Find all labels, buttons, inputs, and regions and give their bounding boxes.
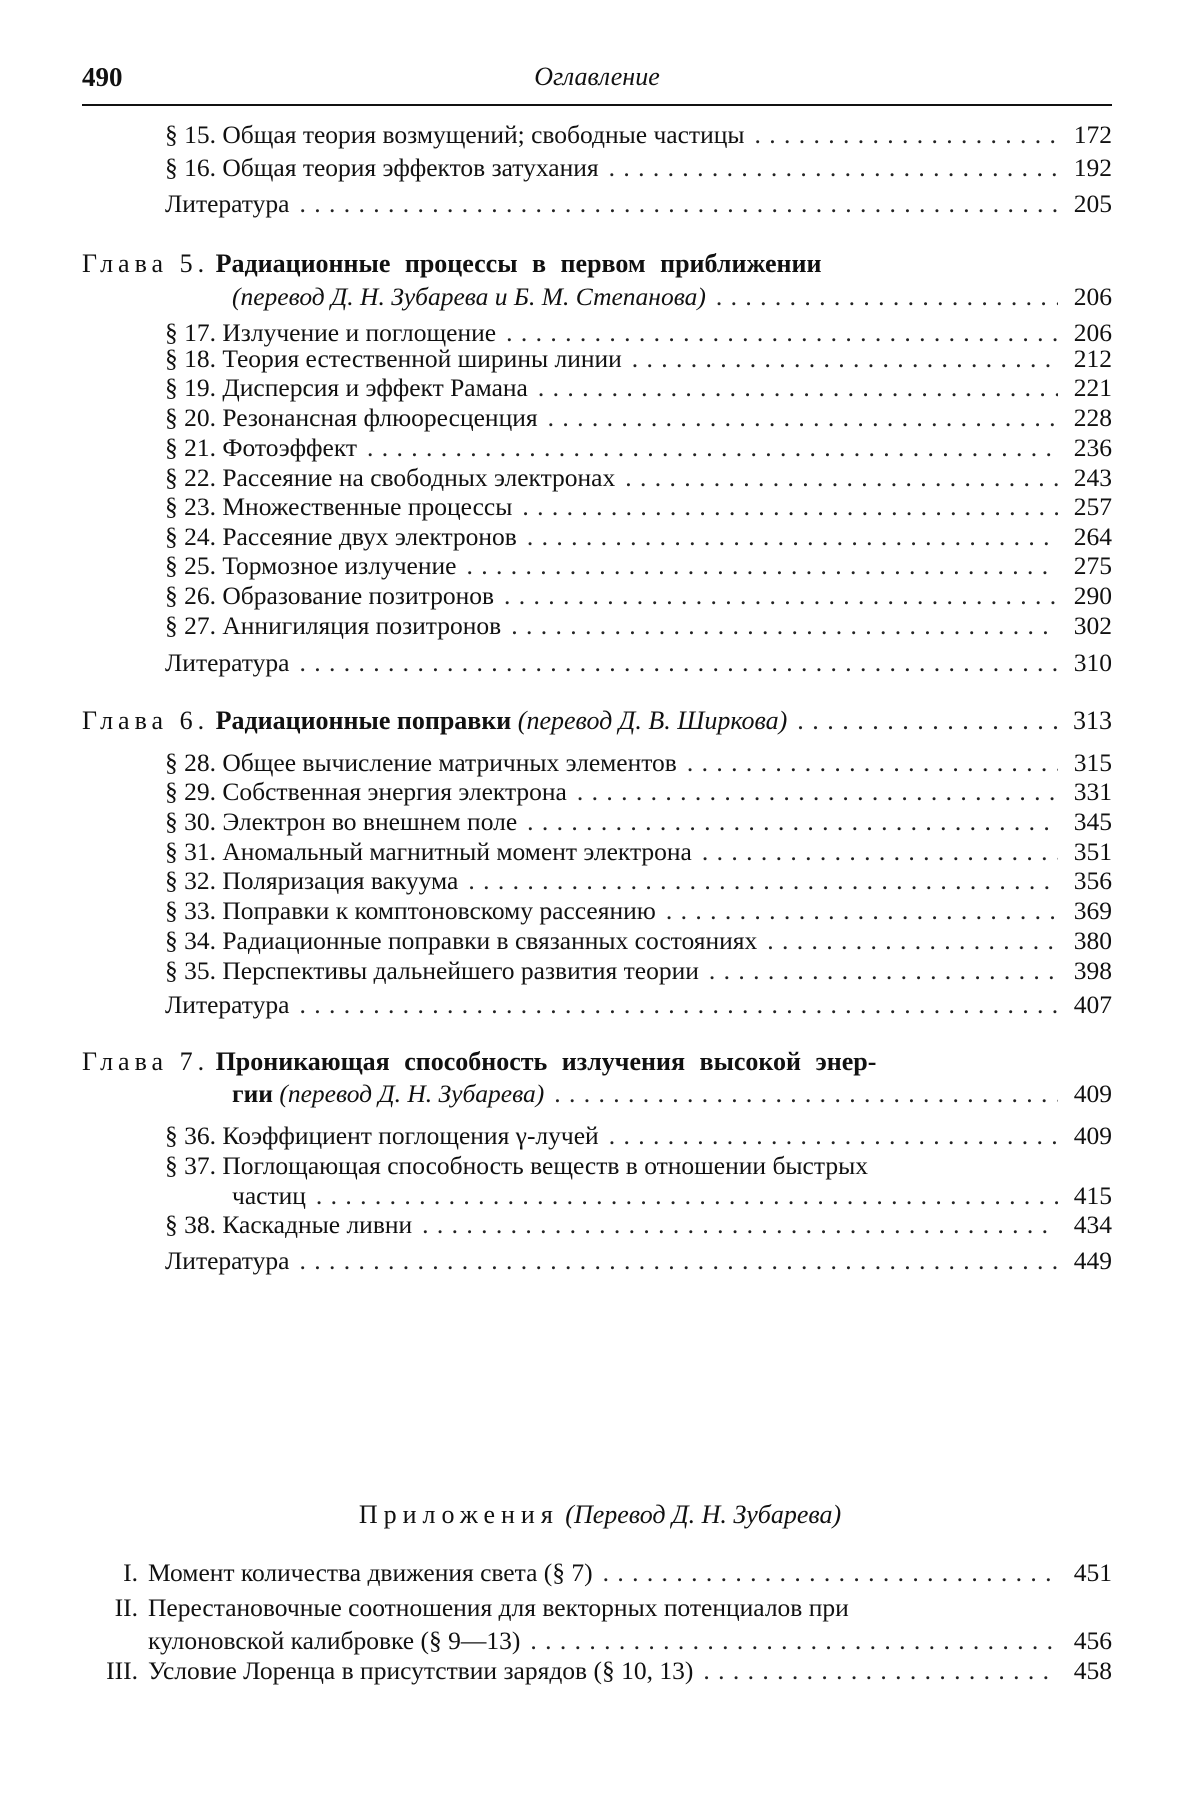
toc-entry-section-37-line1[interactable]: § 37. Поглощающая способность веществ в отношении быстрых	[165, 1151, 868, 1180]
toc-entry-section-23[interactable]: § 23. Множественные процессы . . . 257	[165, 490, 1112, 524]
toc-entry-section-28[interactable]: § 28. Общее вычисление матричных элементов . . . 315	[165, 746, 1112, 780]
toc-entry-section-35[interactable]: § 35. Перспективы дальнейшего развития теории . . . 398	[165, 954, 1112, 988]
page-header	[82, 62, 1112, 102]
toc-entry-section-16[interactable]: § 16. Общая теория эффектов затухания . . . 192	[165, 151, 1112, 185]
chapter-7-translator-line[interactable]: гии (перевод Д. Н. Зубарева) . . . 409	[232, 1077, 1112, 1111]
chapter-6-heading[interactable]: Глава 6. Радиационные поправки (перевод Д. В. Ширкова) . . . 313	[82, 704, 1112, 738]
toc-entry-section-31[interactable]: § 31. Аномальный магнитный момент электрона . . . 351	[165, 835, 1112, 869]
toc-entry-section-33[interactable]: § 33. Поправки к комптоновскому рассеянию . . . 369	[165, 894, 1112, 928]
running-title: Оглавление	[534, 62, 660, 91]
toc-entry-section-19[interactable]: § 19. Дисперсия и эффект Рамана . . . 221	[165, 371, 1112, 405]
appendix-item-2[interactable]: кулоновской калибровке (§ 9—13) . . . 456	[148, 1624, 1112, 1658]
chapter-5-title: Радиационные процессы в первом приближении	[215, 249, 822, 278]
chapter-5-translator-line[interactable]: (перевод Д. Н. Зубарева и Б. М. Степанова) . . . 206	[232, 280, 1112, 314]
toc-entry-section-36[interactable]: § 36. Коэффициент поглощения γ-лучей . . . 409	[165, 1119, 1112, 1153]
toc-entry-literature-ch7[interactable]: Литература . . . 449	[165, 1244, 1112, 1278]
page-number: 490	[82, 62, 123, 92]
appendix-item-2-line1[interactable]: II. Перестановочные соотношения для векторных потенциалов при	[114, 1593, 849, 1622]
chapter-7-title: Проникающая способность излучения высокой энер-	[215, 1047, 877, 1076]
appendices-heading[interactable]: Приложения (Перевод Д. Н. Зубарева)	[358, 1500, 842, 1529]
appendix-item-3[interactable]: III. Условие Лоренца в присутствии зарядов (§ 10, 13) . . . 458	[100, 1654, 1112, 1688]
appendix-item-1[interactable]: I. Момент количества движения света (§ 7) . . . 451	[100, 1556, 1112, 1590]
toc-entry-section-26[interactable]: § 26. Образование позитронов . . . 290	[165, 579, 1112, 613]
toc-entry-section-37[interactable]: частиц . . . 415	[232, 1179, 1112, 1213]
toc-entry-section-20[interactable]: § 20. Резонансная флюоресценция . . . 228	[165, 401, 1112, 435]
toc-entry-section-30[interactable]: § 30. Электрон во внешнем поле . . . 345	[165, 805, 1112, 839]
chapter-6-title: Радиационные поправки	[215, 706, 512, 735]
toc-entry-section-38[interactable]: § 38. Каскадные ливни . . . 434	[165, 1208, 1112, 1242]
toc-entry-literature-ch6[interactable]: Литература . . . 407	[165, 988, 1112, 1022]
toc-entry-section-27[interactable]: § 27. Аннигиляция позитронов . . . 302	[165, 609, 1112, 643]
toc-entry-section-15[interactable]: § 15. Общая теория возмущений; свободные частицы . . . 172	[165, 118, 1112, 152]
toc-entry-section-18[interactable]: § 18. Теория естественной ширины линии . . . 212	[165, 342, 1112, 376]
toc-entry-section-29[interactable]: § 29. Собственная энергия электрона . . . 331	[165, 775, 1112, 809]
toc-entry-section-22[interactable]: § 22. Рассеяние на свободных электронах . . . 243	[165, 461, 1112, 495]
toc-entry-section-34[interactable]: § 34. Радиационные поправки в связанных состояниях . . . 380	[165, 924, 1112, 958]
toc-entry-literature-ch5[interactable]: Литература . . . 310	[165, 646, 1112, 680]
toc-entry-section-24[interactable]: § 24. Рассеяние двух электронов . . . 264	[165, 520, 1112, 554]
toc-entry-section-17[interactable]: § 17. Излучение и поглощение . . . 206	[165, 316, 1112, 350]
toc-entry-literature-ch4[interactable]: Литература . . . 205	[165, 187, 1112, 221]
toc-entry-section-25[interactable]: § 25. Тормозное излучение . . . 275	[165, 549, 1112, 583]
chapter-7-heading[interactable]: Глава 7. Проникающая способность излучения высокой энер-	[82, 1047, 877, 1076]
chapter-5-heading[interactable]: Глава 5. Радиационные процессы в первом приближении	[82, 249, 822, 278]
toc-entry-section-21[interactable]: § 21. Фотоэффект . . . 236	[165, 431, 1112, 465]
header-rule	[82, 104, 1112, 106]
toc-entry-section-32[interactable]: § 32. Поляризация вакуума . . . 356	[165, 864, 1112, 898]
